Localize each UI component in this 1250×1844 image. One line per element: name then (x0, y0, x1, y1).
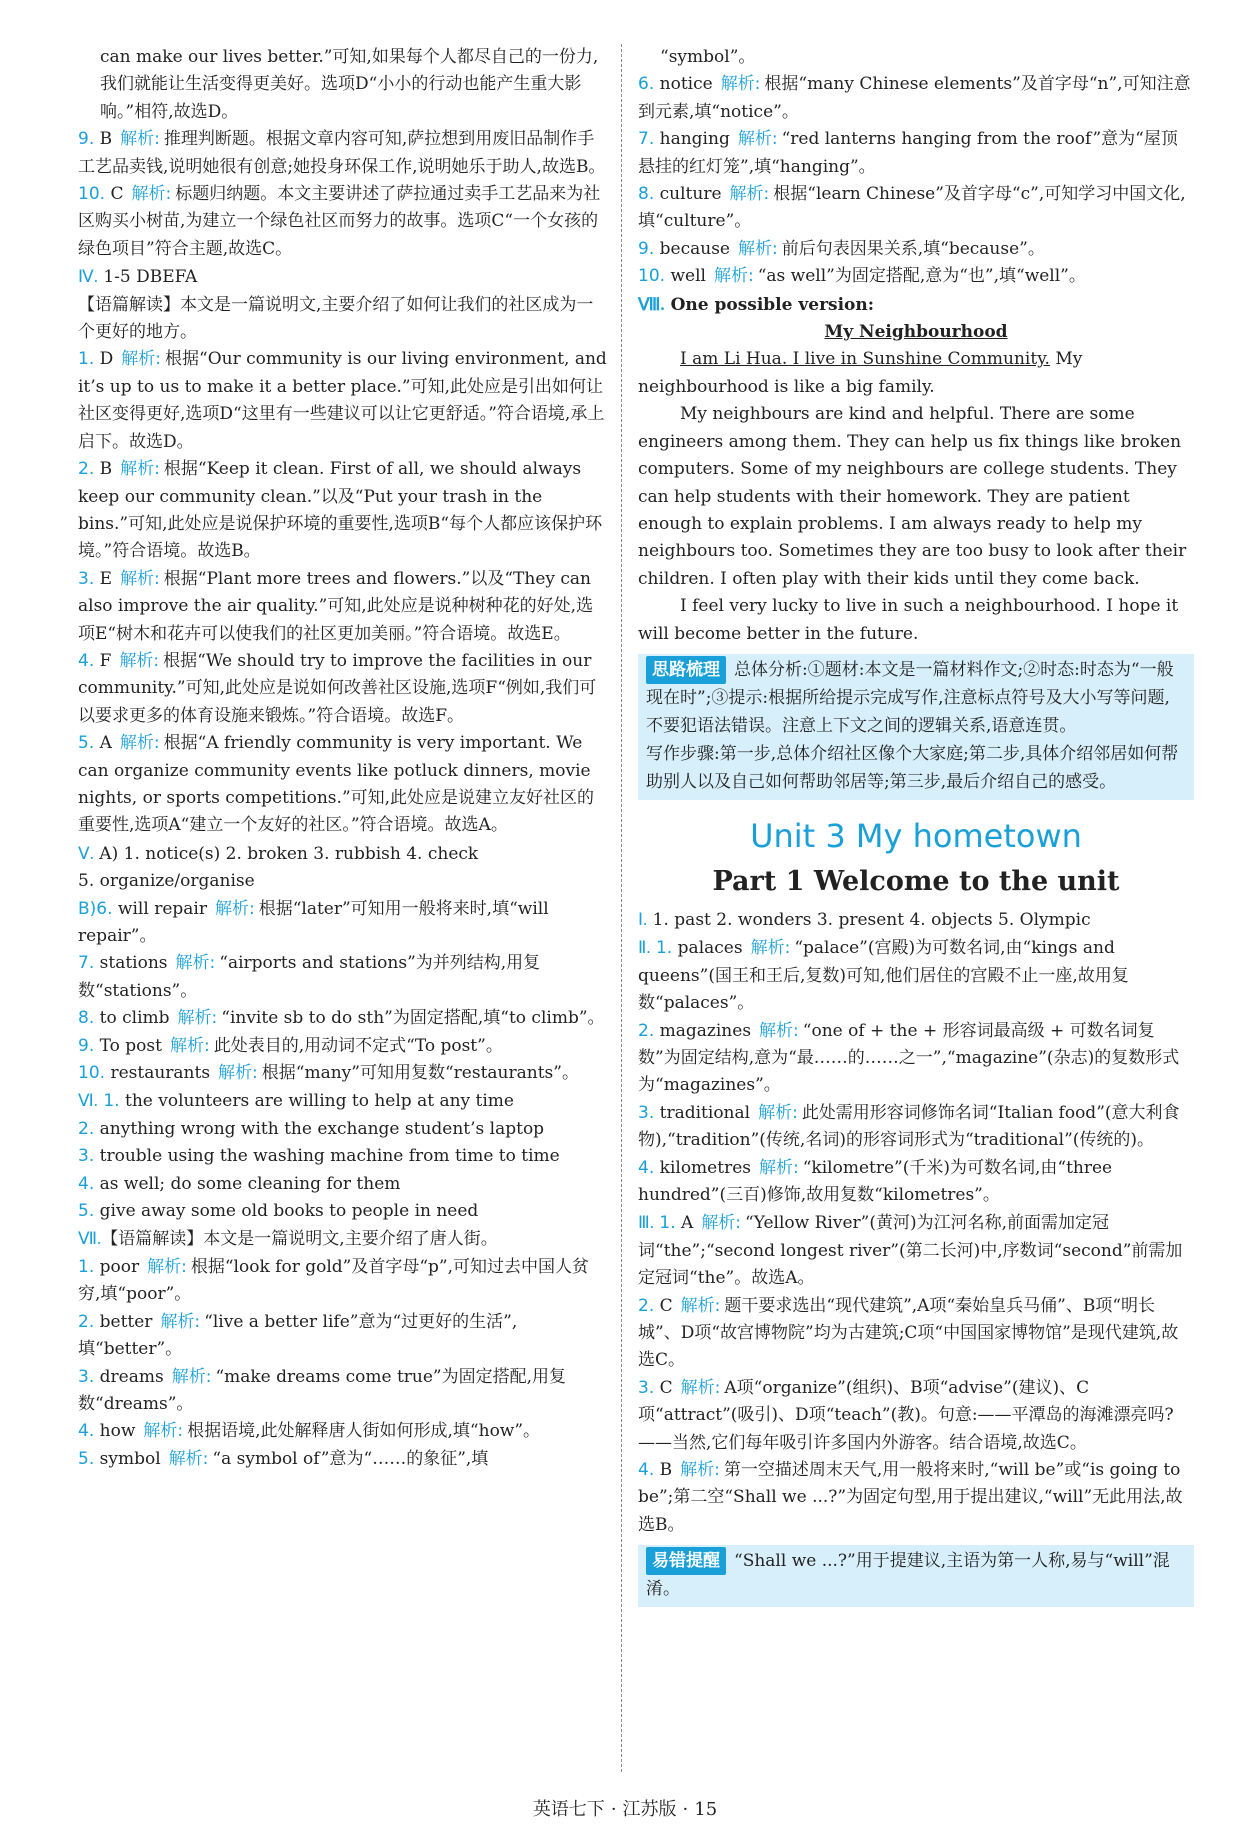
answer-item: 7. hanging 解析: “red lanterns hanging from the roof”意为“屋顶悬挂的红灯笼”,填“hanging”。 (638, 129, 1178, 177)
essay-paragraph: I feel very lucky to live in such a neighbourhood. I hope it will become better in the future. (638, 596, 1179, 644)
mistake-badge: 易错提醒 (646, 1547, 726, 1575)
answer-item: 2. B 解析: 根据“Keep it clean. First of all, we should always keep our community clean.”以及“Put your trash in the bins.”可知,此处应是说保护环境的重要性,选项B“每个人都应该保护环境。”符合语境。故选B。 (78, 459, 603, 562)
answer-item: 10. C 解析: 标题归纳题。本文主要讲述了萨拉通过卖手工艺品来为社区购买小树苗,为建立一个绿色社区而努力的故事。选项C“一个女孩的绿色项目”符合主题,故选C。 (78, 184, 601, 259)
section-heading: Ⅶ.【语篇解读】本文是一篇说明文,主要介绍了唐人街。 (78, 1229, 498, 1250)
essay-paragraph: I am Li Hua. I live in Sunshine Community. My neighbourhood is like a big family. (638, 349, 1083, 397)
answer-item: 2. anything wrong with the exchange student’s laptop (78, 1118, 545, 1139)
paragraph: “symbol”。 (660, 47, 756, 67)
part-title: Part 1 Welcome to the unit (712, 865, 1120, 897)
essay-title: My Neighbourhood (824, 322, 1008, 343)
tips-badge: 思路梳理 (646, 656, 726, 684)
answer-item: 4. how 解析: 根据语境,此处解释唐人街如何形成,填“how”。 (78, 1421, 541, 1442)
answer-item: 9. To post 解析: 此处表目的,用动词不定式“To post”。 (78, 1035, 503, 1056)
answer-item: 2. better 解析: “live a better life”意为“过更好的生活”,填“better”。 (78, 1311, 518, 1360)
answer-item: 1. D 解析: 根据“Our community is our living environment, and it’s up to us to make it a better place.”可知,此处应是引出如何让社区变得更好,选项D“这里有一些建议可以让它更舒适。”符合语境,承上启下。故选D。 (78, 349, 607, 452)
answer-item: 8. culture 解析: 根据“learn Chinese”及首字母“c”,可知学习中国文化,填“culture”。 (638, 184, 1186, 232)
answer-item: 1. poor 解析: 根据“look for gold”及首字母“p”,可知过去中国人贫穷,填“poor”。 (78, 1256, 590, 1305)
left-column (78, 44, 610, 1473)
paragraph: can make our lives better.”可知,如果每个人都尽自己的一份力,我们就能让生活变得更美好。选项D“小小的行动也能产生重大影响。”相符,故选D。 (100, 47, 599, 122)
answer-item: 4. as well; do some cleaning for them (78, 1173, 401, 1194)
answer-item: 3. E 解析: 根据“Plant more trees and flowers.”以及“They can also improve the air quality.”可知,此处应是说种树种花的好处,选项E“树木和花卉可以使我们的社区更加美丽。”符合语境。故选E。 (78, 568, 594, 644)
answer-item: 2. magazines 解析: “one of + the + 形容词最高级 + 可数名词复数”为固定结构,意为“最……的……之一”,“magazine”(杂志)的复数形式为“magazines”。 (638, 1020, 1180, 1096)
answer-line: Ⅰ. 1. past 2. wonders 3. present 4. objects 5. Olympic (638, 909, 1091, 930)
answer-item: 3. trouble using the washing machine from time to time (78, 1146, 560, 1167)
answer-item: Ⅵ. 1. the volunteers are willing to help at any time (78, 1091, 514, 1112)
answer-item: 3. C 解析: A项“organize”(组织)、B项“advise”(建议)、C项“attract”(吸引)、D项“teach”(教)。句意:——平潭岛的海滩漂亮吗?——当然,它们每年吸引许多国内外游客。结合语境,故选C。 (638, 1377, 1174, 1453)
page-number: 15 (694, 1799, 718, 1820)
writing-tips-box: 思路梳理 总体分析:①题材:本文是一篇材料作文;②时态:时态为“一般现在时”;③提示:根据所给提示完成写作,注意标点符号及大小写等问题,不要犯语法错误。注意上下文之间的逻辑关系,语意连贯。 写作步骤:第一步,总体介绍社区像个大家庭;第二步,具体介绍邻居如何帮助别人以及自己如何帮助邻居等;第三步,最后介绍自己的感受。 (638, 654, 1194, 800)
answer-item: 10. restaurants 解析: 根据“many”可知用复数“restaurants”。 (78, 1063, 579, 1084)
answer-item: 10. well 解析: “as well”为固定搭配,意为“也”,填“well”。 (638, 266, 1086, 287)
answer-item: Ⅱ. 1. palaces 解析: “palace”(宫殿)为可数名词,由“kings and queens”(国王和王后,复数)可知,他们居住的宫殿不止一座,故用复数“palaces”。 (638, 938, 1129, 1014)
answer-item: 5. symbol 解析: “a symbol of”意为“……的象征”,填 (78, 1448, 489, 1469)
answer-item: 4. kilometres 解析: “kilometre”(千米)为可数名词,由“three hundred”(三百)修饰,故用复数“kilometres”。 (638, 1157, 1113, 1205)
answer-item: 4. F 解析: 根据“We should try to improve the facilities in our community.”可知,此处应是说如何改善社区设施,选项F“例如,我们可以要求更多的体育设施来锻炼。”符合语境。故选F。 (78, 650, 597, 726)
answer-item: 5. A 解析: 根据“A friendly community is very important. We can organize community events like potluck dinners, movie nights, or sports competitions.”可知,此处应是说建立友好社区的重要性,选项A“建立一个友好的社区。”符合语境。故选A。 (78, 733, 595, 836)
right-column (638, 44, 1194, 1611)
unit-title: Unit 3 My hometown (750, 816, 1082, 855)
footer-subject: 英语七下 (532, 1799, 605, 1820)
answer-item: 4. B 解析: 第一空描述周末天气,用一般将来时,“will be”或“is going to be”;第二空“Shall we ...?”为固定句型,用于提出建议,“will”无此用法,故选B。 (638, 1460, 1183, 1535)
answer-item: 6. notice 解析: 根据“many Chinese elements”及首字母“n”,可知注意到元素,填“notice”。 (638, 74, 1191, 122)
answer-item: 3. dreams 解析: “make dreams come true”为固定搭配,用复数“dreams”。 (78, 1366, 567, 1414)
essay-paragraph: My neighbours are kind and helpful. There are some engineers among them. They can help us fix things like broken computers. Some of my neighbours are college students. They can help students with their homework. They are patient enough to explain problems. I am always ready to help my neighbours too. Sometimes they are too busy to look after their children. I often play with their kids until they come back. (638, 404, 1187, 589)
answer-item: B)6. will repair 解析: 根据“later”可知用一般将来时,填“will repair”。 (78, 898, 549, 946)
answer-item: 2. C 解析: 题干要求选出“现代建筑”,A项“秦始皇兵马俑”、B项“明长城”、D项“故宫博物院”均为古建筑;C项“中国国家博物馆”是现代建筑,故选C。 (638, 1295, 1179, 1371)
answer-item: Ⅲ. 1. A 解析: “Yellow River”(黄河)为江河名称,前面需加定冠词“the”;“second longest river”(第二长河)中,序数词“second”前需加定冠词“the”。故选A。 (638, 1213, 1183, 1289)
common-mistake-box: 易错提醒 “Shall we ...?”用于提建议,主语为第一人称,易与“will”混淆。 (638, 1545, 1194, 1607)
section-heading: Ⅳ. 1-5 DBEFA (78, 267, 198, 288)
answer-item: 5. give away some old books to people in need (78, 1201, 479, 1222)
answer-item: 9. because 解析: 前后句表因果关系,填“because”。 (638, 238, 1045, 259)
answer-item: 7. stations 解析: “airports and stations”为并列结构,用复数“stations”。 (78, 953, 541, 1001)
passage-intro: 【语篇解读】本文是一篇说明文,主要介绍了如何让我们的社区成为一个更好的地方。 (78, 294, 594, 343)
column-divider (621, 44, 622, 1772)
answer-item: 3. traditional 解析: 此处需用形容词修饰名词“Italian food”(意大利食物),“tradition”(传统,名词)的形容词形式为“traditional”(传统的)。 (638, 1102, 1180, 1151)
section-heading: Ⅴ. A) 1. notice(s) 2. broken 3. rubbish 4. check (78, 843, 479, 864)
page-footer: 英语七下 · 江苏版 · 15 (532, 1799, 718, 1820)
section-heading: Ⅷ. One possible version: (638, 294, 875, 315)
answer-item: 8. to climb 解析: “invite sb to do sth”为固定搭配,填“to climb”。 (78, 1008, 605, 1029)
answer-item: 9. B 解析: 推理判断题。根据文章内容可知,萨拉想到用废旧品制作手工艺品卖钱,说明她很有创意;她投身环保工作,说明她乐于助人,故选B。 (78, 129, 606, 177)
answer-line: 5. organize/organise (78, 871, 255, 892)
footer-edition: 江苏版 (622, 1799, 677, 1820)
